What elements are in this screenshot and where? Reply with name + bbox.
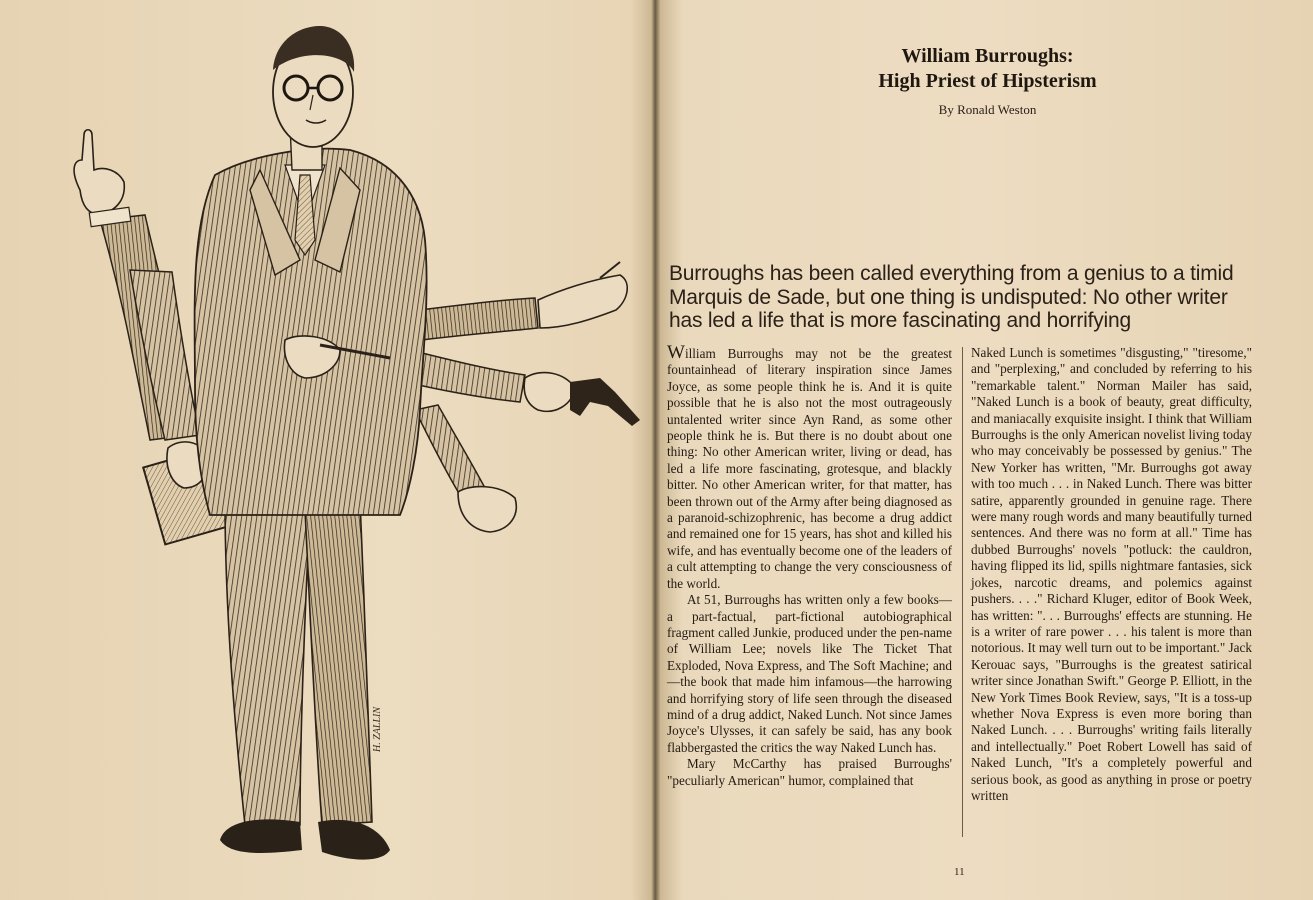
article-header (662, 44, 1313, 118)
artist-signature: H. ZALLIN (372, 706, 383, 752)
article-title-line-2: High Priest of Hipsterism (878, 70, 1097, 92)
paragraph (667, 342, 952, 592)
paragraph: Mary McCarthy has praised Burroughs' "peculiarly American" humor, complained that (667, 756, 952, 788)
text-column-1 (667, 342, 952, 789)
illustration (60, 10, 660, 880)
left-page (0, 0, 655, 900)
article-title-line-1: William Burroughs: (901, 45, 1074, 67)
paragraph-text: illiam Burroughs may not be the greatest fountainhead of literary inspiration since James Joyce, as some people think he is. And it is quite possible that he is also not the most outrageously untalented writer since Ayn Rand, as some other people think he is. But there is no doubt about one thing: No other American writer, living or dead, has led a life more fascinating, grotesque, and blackly bitter. No other American writer, for that matter, has been thrown out of the Army after being diagnosed as a paranoid-schizophrenic, has become a drug addict and remained one for 15 years, has shot and killed his wife, and has eventually become one of the leaders of a cult attempting to change the very consciousness of the world. (667, 346, 952, 591)
paragraph: Naked Lunch is sometimes "disgusting," "tiresome," and "perplexing," and concluded by referring to his "remarkable talent." Norman Mailer has said, "Naked Lunch is a book of beauty, great difficulty, and maniacally exquisite insight. I think that William Burroughs is the only American novelist living today who may conceivably be possessed by genius." The New Yorker has written, "Mr. Burroughs got away with too much . . . in Naked Lunch. There was bitter satire, apparently grounded in genuine rage. There were many rough words and many beautifully turned sentences. And there was no form at all." Time has dubbed Burroughs' novels "potluck: the cauldron, having flipped its lid, spills nightmare fantasies, sick jokes, narcotic dreams, and polemics against pushers. . . ." Richard Kluger, editor of Book Week, has written: ". . . Burroughs' effects are stunning. He is a writer of rare power . . . his talent is more than notorious. It may well turn out to be important." Jack Kerouac says, "Burroughs is the greatest satirical writer since Jonathan Swift." George P. Elliott, in the New York Times Book Review, says, "It is a toss-up whether Nova Express is even more boring than Naked Lunch. . . . Burroughs' writing fails literally and intellectually." Poet Robert Lowell has said of Naked Lunch, "It's a completely powerful and serious book, as good as anything in prose or poetry written (971, 345, 1252, 803)
text-column-2 (971, 345, 1252, 804)
article-deck: Burroughs has been called everything from a genius to a timid Marquis de Sade, but one thing is undisputed: No other writer has led a life that is more fascinating and horrifying (669, 262, 1234, 332)
page-number: 11 (954, 866, 965, 878)
paragraph: At 51, Burroughs has written only a few books—a part-factual, part-fictional autobiographical fragment called Junkie, produced under the pen-name of William Lee; novels like The Ticket That Exploded, Nova Express, and The Soft Machine; and—the book that made him infamous—the harrowing and horrifying story of life seen through the diseased mind of a drug addict, Naked Lunch. Not since James Joyce's Ulysses, it can safely be said, has any book flabbergasted the critics the way Naked Lunch has. (667, 592, 952, 755)
column-divider (962, 347, 963, 837)
drop-letter: W (667, 342, 685, 363)
byline: By Ronald Weston (938, 102, 1037, 117)
right-page (662, 0, 1313, 900)
